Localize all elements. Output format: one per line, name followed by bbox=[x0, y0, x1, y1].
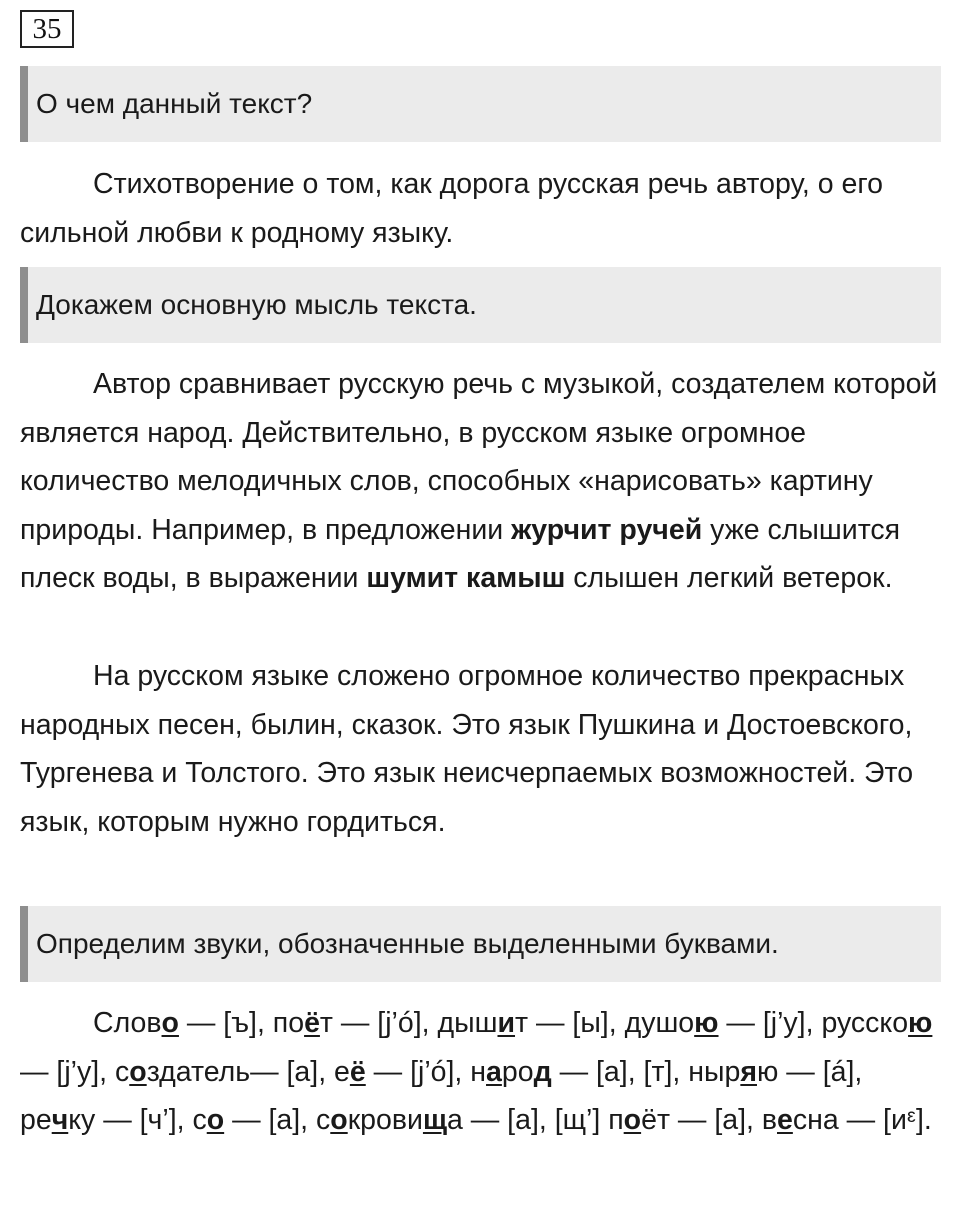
task-number-text: 35 bbox=[32, 12, 62, 45]
sounds-seg: т — [ы], душо bbox=[515, 1007, 695, 1039]
sounds-highlight: я bbox=[740, 1055, 757, 1088]
sounds-seg: здатель— [а], е bbox=[146, 1055, 350, 1088]
question-bar-1 bbox=[20, 66, 941, 142]
sounds-seg: ёт — [а], в bbox=[641, 1104, 777, 1137]
sounds-highlight: ю bbox=[908, 1007, 933, 1039]
answer-2-p1-part2: уже слышится плеск воды, в выражении bbox=[20, 513, 901, 595]
sounds-seg: сна — [иᵋ]. bbox=[792, 1104, 932, 1137]
answer-2-p1-bold2: шумит камыш bbox=[366, 562, 566, 595]
question-bar-2 bbox=[20, 267, 941, 343]
sounds-seg: — [j’ó], н bbox=[365, 1055, 487, 1088]
sounds-highlight: о bbox=[161, 1007, 179, 1039]
sounds-highlight: о bbox=[330, 1104, 348, 1137]
answer-2-paragraph-2 bbox=[20, 652, 945, 846]
sounds-seg: а — [а], [щ’] п bbox=[446, 1104, 624, 1137]
question-3-text: Определим звуки, обозначенные выделенными буквами. bbox=[36, 928, 779, 959]
answer-2-p1-bold1: журчит ручей bbox=[511, 513, 703, 546]
sounds-seg: т — [j’ó], дыш bbox=[319, 1007, 498, 1039]
answer-1 bbox=[20, 160, 945, 257]
sounds-seg: — [j’у], с bbox=[20, 1055, 130, 1088]
sounds-highlight: е bbox=[777, 1104, 793, 1137]
sounds-seg: — [а], [т], ныр bbox=[551, 1055, 741, 1088]
sounds-seg: ю — [á], ре bbox=[20, 1055, 863, 1137]
answer-2-paragraph-1 bbox=[20, 360, 945, 603]
sounds-seg: — [j’у], русско bbox=[718, 1007, 909, 1039]
answer-2-p1-part3: слышен легкий ветерок. bbox=[565, 562, 893, 595]
sounds-highlight: о bbox=[129, 1055, 147, 1088]
sounds-answer bbox=[20, 999, 945, 1145]
sounds-highlight: д bbox=[533, 1055, 552, 1088]
sounds-seg: — [а], с bbox=[224, 1104, 331, 1137]
sounds-highlight: щ bbox=[422, 1104, 447, 1137]
task-number bbox=[20, 10, 74, 48]
answer-1-text: Стихотворение о том, как дорога русская речь автору, о его сильной любви к родному языку. bbox=[20, 168, 883, 249]
sounds-highlight: а bbox=[486, 1055, 502, 1088]
sounds-highlight: о bbox=[206, 1104, 225, 1137]
question-2-text: Докажем основную мысль текста. bbox=[36, 289, 477, 320]
sounds-seg: ку — [ч’], с bbox=[68, 1104, 207, 1137]
sounds-highlight: ё bbox=[304, 1007, 320, 1039]
sounds-highlight: ё bbox=[349, 1055, 366, 1088]
sounds-highlight: ч bbox=[51, 1104, 69, 1137]
sounds-highlight: и bbox=[497, 1007, 516, 1039]
answer-2-p2-text: На русском языке сложено огромное количество прекрасных народных песен, былин, сказок. Это язык Пушкина и Достоевского, Тургенева и Толстого. Это язык неисчерпаемых возможностей. Это язык, которым нужно гордиться. bbox=[20, 660, 914, 838]
sounds-seg: крови bbox=[347, 1104, 423, 1137]
sounds-seg: ро bbox=[501, 1055, 534, 1088]
question-bar-3 bbox=[20, 906, 941, 982]
question-1-text: О чем данный текст? bbox=[36, 88, 313, 119]
sounds-highlight: ю bbox=[694, 1007, 719, 1039]
sounds-highlight: о bbox=[623, 1104, 642, 1137]
sounds-seg: — [ъ], по bbox=[178, 1007, 305, 1039]
sounds-seg: Слов bbox=[93, 1007, 162, 1039]
answer-2-p1-part1: Автор сравнивает русскую речь с музыкой, создателем которой является народ. Действительно, в русском языке огромное количество мелодичных слов, способных «нарисовать» картину природы. Например, в предложении bbox=[20, 368, 938, 546]
